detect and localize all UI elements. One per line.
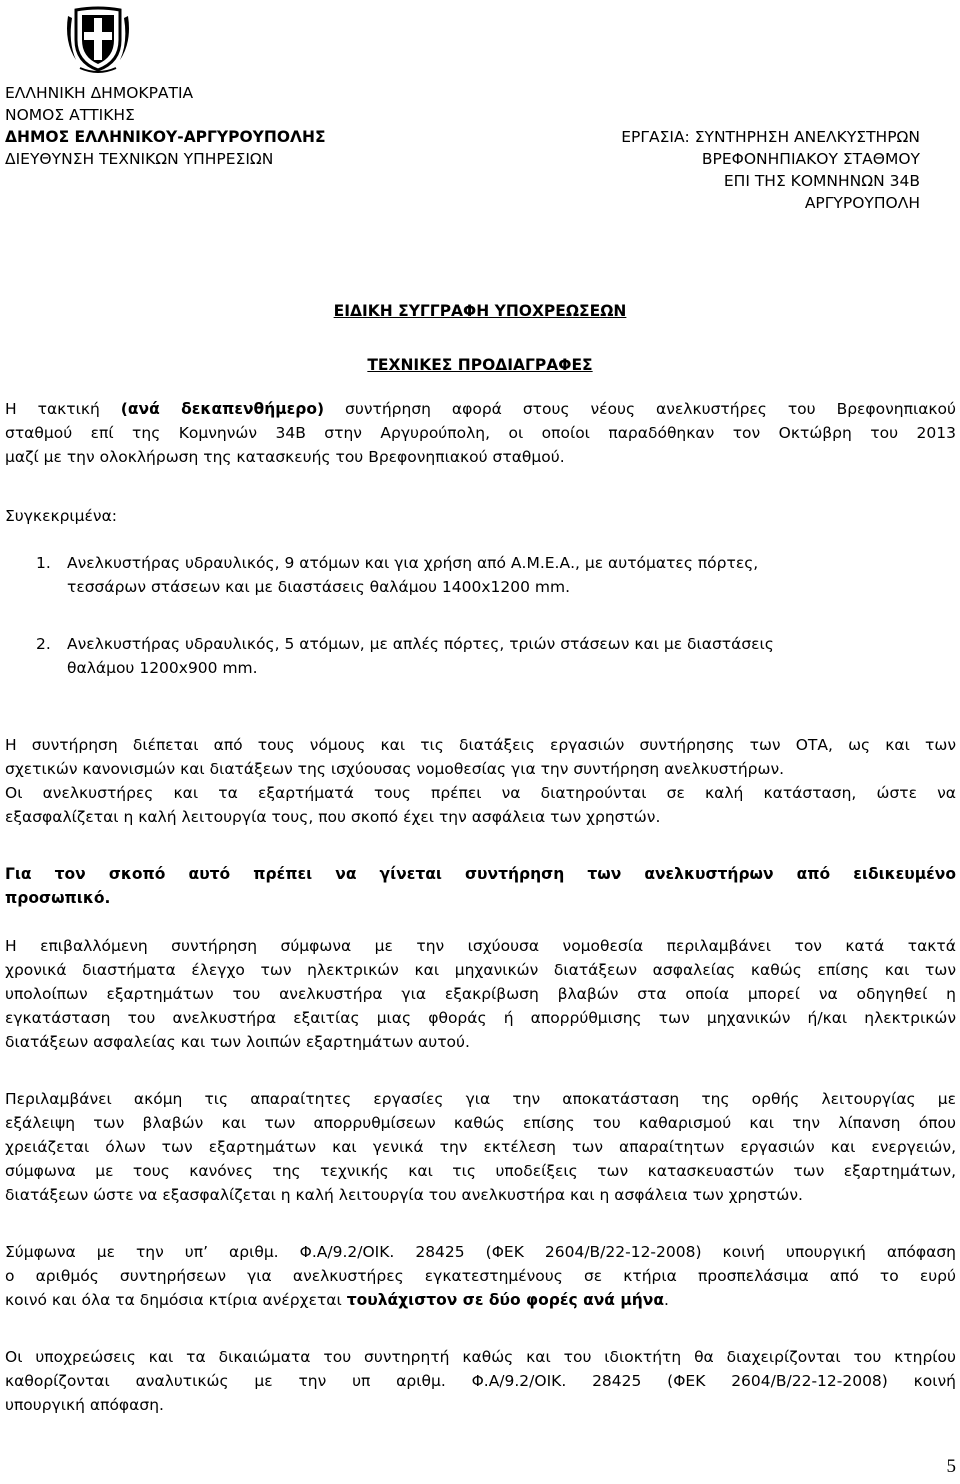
header-right-line-3: ΕΠΙ ΤΗΣ ΚΟΜΝΗΝΩΝ 34Β [723, 172, 920, 190]
p2-line-4: εγκατάσταση του ανελκυστήρα εξαιτίας μιας φθοράς ή απορρύθμισης των μηχανικών ή/και ηλεκτρικών [5, 1009, 956, 1027]
document-title: ΕΙΔΙΚΗ ΣΥΓΓΡΑΦΗ ΥΠΟΧΡΕΩΣΕΩΝ [333, 302, 627, 320]
p2-line-3: υπολοίπων εξαρτημάτων του ανελκυστήρα για εξακρίβωση βλαβών στα οποία μπορεί να οδηγηθεί η [5, 985, 956, 1003]
p5-line-3: υπουργική απόφαση. [5, 1396, 164, 1414]
p5-line-2: καθορίζονται αναλυτικώς με την υπ αριθμ. Φ.Α/9.2/ΟΙΚ. 28425 (ΦΕΚ 2604/Β/22-12-2008) κοινή [5, 1372, 956, 1390]
list-item-1-number: 1. [36, 554, 51, 572]
list-item-1-line-1: Ανελκυστήρας υδραυλικός, 9 ατόμων και για χρήση από Α.Μ.Ε.Α., με αυτόματες πόρτες, [67, 554, 759, 572]
p1-line-3: Οι ανελκυστήρες και τα εξαρτήματά τους πρέπει να διατηρούνται σε καλή κατάσταση, ώστε να [5, 784, 956, 802]
p2-line-1: Η επιβαλλόμενη συντήρηση σύμφωνα με την ισχύουσα νομοθεσία περιλαμβάνει τον κατά τακτά [5, 937, 956, 955]
p5-line-1: Οι υποχρεώσεις και τα δικαιώματα του συντηρητή καθώς και του ιδιοκτήτη θα διαχειρίζονται του κτηρίου [5, 1348, 956, 1366]
p2-line-5: διατάξεων ασφαλείας και των λοιπών εξαρτημάτων αυτού. [5, 1033, 470, 1051]
intro-line-2: σταθμού επί της Κομνηνών 34Β στην Αργυρούπολη, οι οποίοι παραδόθηκαν τον Οκτώβρη του 2013 [5, 424, 956, 442]
p1-line-1: Η συντήρηση διέπεται από τους νόμους και τις διατάξεις εργασιών συντήρησης των ΟΤΑ, ως και των [5, 736, 956, 754]
document-subtitle: ΤΕΧΝΙΚΕΣ ΠΡΟΔΙΑΓΡΑΦΕΣ [367, 356, 593, 374]
specifically-label: Συγκεκριμένα: [5, 507, 118, 525]
header-directorate: ΔΙΕΥΘΥΝΣΗ ΤΕΧΝΙΚΩΝ ΥΠΗΡΕΣΙΩΝ [5, 150, 274, 168]
intro-line-1: Η τακτική (ανά δεκαπενθήμερο) συντήρηση αφορά στους νέους ανελκυστήρες του Βρεφονηπιακού [5, 400, 956, 418]
header-left-line-2: ΝΟΜΟΣ ΑΤΤΙΚΗΣ [5, 106, 135, 124]
header-municipality: ΔΗΜΟΣ ΕΛΛΗΝΙΚΟΥ-ΑΡΓΥΡΟΥΠΟΛΗΣ [5, 128, 326, 146]
p3-line-1: Περιλαμβάνει ακόμη τις απαραίτητες εργασίες για την αποκατάσταση της ορθής λειτουργίας με [5, 1090, 956, 1108]
header-right-line-2: ΒΡΕΦΟΝΗΠΙΑΚΟΥ ΣΤΑΘΜΟΥ [701, 150, 920, 168]
p4-line-3: κοινό και όλα τα δημόσια κτίρια ανέρχεται τουλάχιστον σε δύο φορές ανά μήνα. [5, 1291, 669, 1309]
p3-line-5: διατάξεων ώστε να εξασφαλίζεται η καλή λειτουργία του ανελκυστήρα και η ασφάλεια των χρηστών. [5, 1186, 803, 1204]
p3-line-2: εξάλειψη των βλαβών και των απορρυθμίσεων καθώς επίσης του καθαρισμού και την λίπανση όπου [5, 1114, 956, 1132]
p4-line-2: ο αριθμός συντηρήσεων για ανελκυστήρες εγκατεστημένους σε κτήρια προσπελάσιμα από το ευρύ [5, 1267, 956, 1285]
page-number: 5 [946, 1456, 956, 1477]
header-left-line-1: ΕΛΛΗΝΙΚΗ ΔΗΜΟΚΡΑΤΙΑ [5, 84, 194, 102]
list-item-2-line-1: Ανελκυστήρας υδραυλικός, 5 ατόμων, με απλές πόρτες, τριών στάσεων και με διαστάσεις [67, 635, 774, 653]
p2-line-2: χρονικά διαστήματα έλεγχο των ηλεκτρικών και μηχανικών διατάξεων ασφαλείας καθώς επίσης και των [5, 961, 956, 979]
list-item-2-number: 2. [36, 635, 51, 653]
p1-line-4: εξασφαλίζεται η καλή λειτουργία τους, που σκοπό έχει την ασφάλεια των χρηστών. [5, 808, 661, 826]
greek-coat-of-arms-icon [62, 6, 134, 74]
p3-line-4: σύμφωνα με τους κανόνες της τεχνικής και τις υποδείξεις των κατασκευαστών των εξαρτημάτων, [5, 1162, 956, 1180]
p4-line-1: Σύμφωνα με την υπ’ αριθμ. Φ.Α/9.2/ΟΙΚ. 28425 (ΦΕΚ 2604/Β/22-12-2008) κοινή υπουργική απόφαση [5, 1243, 956, 1261]
header-right-line-1: ΕΡΓΑΣΙΑ: ΣΥΝΤΗΡΗΣΗ ΑΝΕΛΚΥΣΤΗΡΩΝ [621, 128, 920, 146]
list-item-2-line-2: θαλάμου 1200x900 mm. [67, 659, 258, 677]
list-item-1-line-2: τεσσάρων στάσεων και με διαστάσεις θαλάμου 1400x1200 mm. [67, 578, 571, 596]
intro-line-3: μαζί με την ολοκλήρωση της κατασκευής του Βρεφονηπιακού σταθμού. [5, 448, 565, 466]
p1-line-2: σχετικών κανονισμών και διατάξεων της ισχύουσας νομοθεσίας για την συντήρηση ανελκυστήρων. [5, 760, 785, 778]
bold-para-line-2: προσωπικό. [5, 889, 111, 907]
header-right-line-4: ΑΡΓΥΡΟΥΠΟΛΗ [804, 194, 920, 212]
bold-para-line-1: Για τον σκοπό αυτό πρέπει να γίνεται συντήρηση των ανελκυστήρων από ειδικευμένο [5, 865, 956, 883]
p3-line-3: χρειάζεται όλων των εξαρτημάτων και γενικά την εκτέλεση των απαραίτητων εργασιών και ενεργειών, [5, 1138, 956, 1156]
